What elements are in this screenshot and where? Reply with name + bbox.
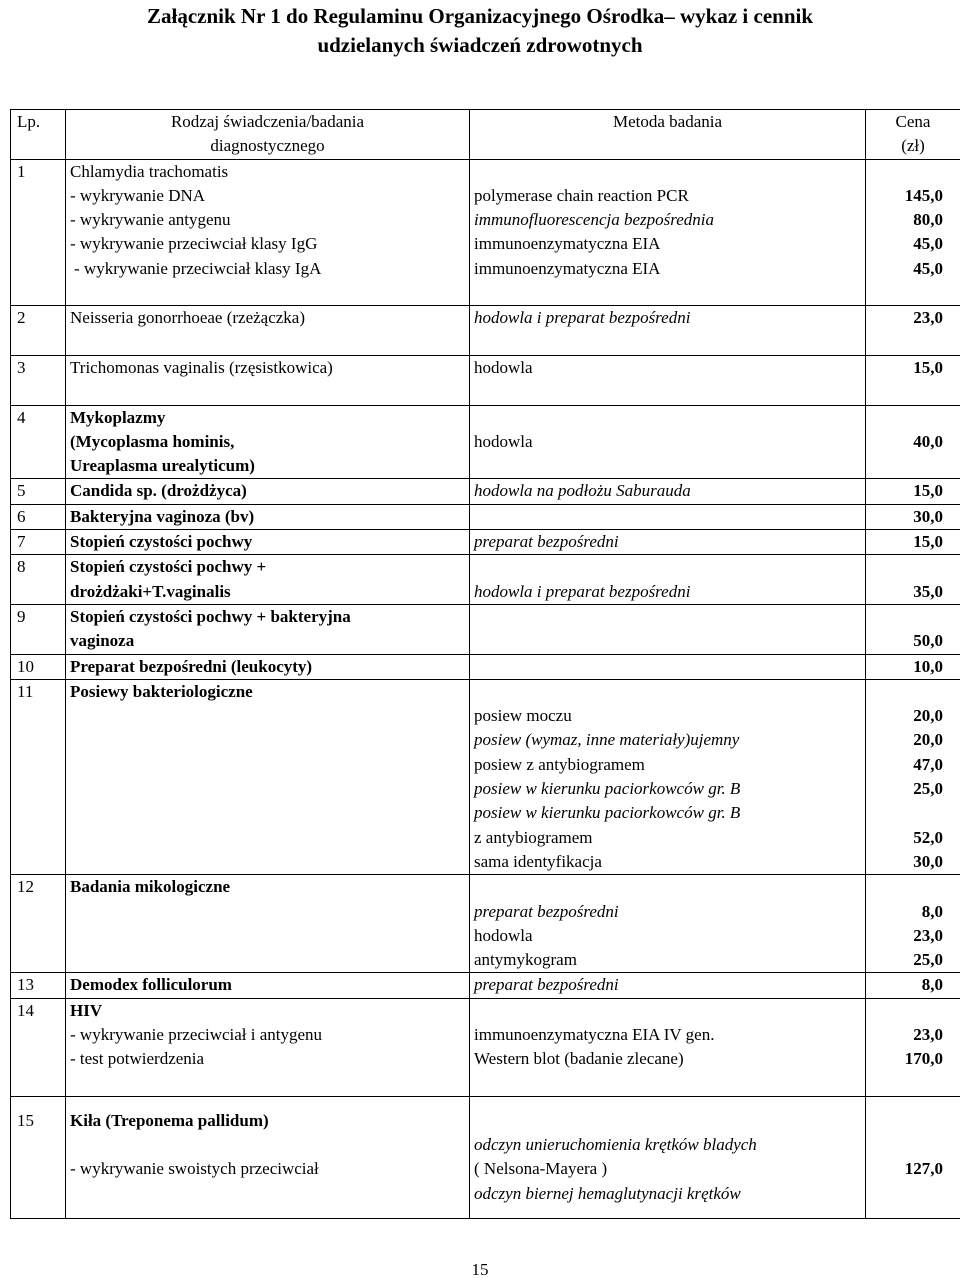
row-name-main: Stopień czystości pochwy + bakteryjna — [70, 605, 465, 629]
table-row — [11, 654, 960, 679]
table-row — [11, 306, 960, 356]
row-price — [866, 604, 960, 654]
price-item: 127,0 — [870, 1157, 943, 1181]
price-item: 80,0 — [870, 208, 943, 232]
row-lp: 3 — [11, 355, 66, 405]
row-lp: 13 — [11, 973, 66, 998]
method-item: preparat bezpośredni — [474, 900, 861, 924]
price-item: 47,0 — [870, 753, 943, 777]
row-name: Stopień czystości pochwy — [66, 530, 470, 555]
row-method — [470, 555, 866, 605]
row-name-main: Mykoplazmy — [70, 406, 465, 430]
header-type — [66, 110, 470, 160]
price-item: 30,0 — [870, 850, 943, 874]
row-name: Preparat bezpośredni (leukocyty) — [66, 654, 470, 679]
header-method: Metoda badania — [470, 110, 866, 160]
row-name — [66, 875, 470, 973]
row-name-line: vaginoza — [70, 629, 465, 653]
price-item: 52,0 — [870, 826, 943, 850]
row-price: 23,0 — [866, 306, 960, 356]
row-price — [866, 159, 960, 306]
row-name-main: Neisseria gonorrhoeae (rzeżączka) — [70, 306, 465, 330]
method-item: hodowla — [474, 924, 861, 948]
price-list-table — [10, 109, 960, 1219]
row-name: Candida sp. (drożdżyca) — [66, 479, 470, 504]
row-name-main: Chlamydia trachomatis — [70, 160, 465, 184]
row-price — [866, 405, 960, 479]
row-name — [66, 306, 470, 356]
method-item: immunoenzymatyczna EIA IV gen. — [474, 1023, 861, 1047]
table-row — [11, 973, 960, 998]
row-price: 30,0 — [866, 504, 960, 529]
row-price — [866, 875, 960, 973]
header-price-line-1: Cena — [870, 110, 956, 134]
row-sub-item: - wykrywanie przeciwciał i antygenu — [70, 1023, 465, 1047]
row-lp: 8 — [11, 555, 66, 605]
price-item: 145,0 — [870, 184, 943, 208]
price-item: 35,0 — [870, 580, 943, 604]
row-lp: 11 — [11, 679, 66, 874]
table-row — [11, 159, 960, 306]
method-item: odczyn biernej hemaglutynacji krętków — [474, 1182, 861, 1206]
method-item: hodowla — [474, 430, 861, 454]
row-price — [866, 555, 960, 605]
title-line-1: Załącznik Nr 1 do Regulaminu Organizacyjnego Ośrodka– wykaz i cennik — [0, 2, 960, 31]
row-method — [470, 875, 866, 973]
row-method: hodowla na podłożu Saburauda — [470, 479, 866, 504]
row-name — [66, 405, 470, 479]
row-lp: 12 — [11, 875, 66, 973]
row-method — [470, 1096, 866, 1218]
table-row — [11, 875, 960, 973]
row-lp: 5 — [11, 479, 66, 504]
row-price: 8,0 — [866, 973, 960, 998]
row-lp: 4 — [11, 405, 66, 479]
method-item: immunoenzymatyczna EIA — [474, 257, 861, 281]
method-item: sama identyfikacja — [474, 850, 861, 874]
price-item: 23,0 — [870, 924, 943, 948]
row-lp: 14 — [11, 998, 66, 1096]
price-item: 170,0 — [870, 1047, 943, 1071]
method-item: z antybiogramem — [474, 826, 861, 850]
method-item: immunoenzymatyczna EIA — [474, 232, 861, 256]
method-item: odczyn unieruchomienia krętków bladych — [474, 1133, 861, 1157]
table-row — [11, 479, 960, 504]
row-sub-item: - wykrywanie antygenu — [70, 208, 465, 232]
row-method — [470, 504, 866, 529]
document-title — [0, 2, 960, 60]
method-item: antymykogram — [474, 948, 861, 972]
header-price — [866, 110, 960, 160]
row-method: hodowla i preparat bezpośredni — [470, 306, 866, 356]
page-number: 15 — [0, 1260, 960, 1280]
row-name-main: Trichomonas vaginalis (rzęsistkowica) — [70, 356, 465, 380]
row-method: hodowla — [470, 355, 866, 405]
row-method — [470, 679, 866, 874]
row-sub-item: - wykrywanie swoistych przeciwciał — [70, 1157, 465, 1181]
price-item: 50,0 — [870, 629, 943, 653]
price-item: 20,0 — [870, 728, 943, 752]
row-sub-item: - wykrywanie przeciwciał klasy IgG — [70, 232, 465, 256]
row-name-main: Stopień czystości pochwy + — [70, 555, 465, 579]
row-name — [66, 604, 470, 654]
row-price: 10,0 — [866, 654, 960, 679]
row-lp: 9 — [11, 604, 66, 654]
method-item: posiew w kierunku paciorkowców gr. B — [474, 801, 861, 825]
row-price — [866, 679, 960, 874]
method-item: posiew z antybiogramem — [474, 753, 861, 777]
row-method — [470, 654, 866, 679]
header-lp: Lp. — [11, 110, 66, 160]
table-row — [11, 555, 960, 605]
row-name: Demodex folliculorum — [66, 973, 470, 998]
row-name-main: Posiewy bakteriologiczne — [70, 680, 465, 704]
row-method — [470, 159, 866, 306]
price-item: 40,0 — [870, 430, 943, 454]
price-item: 20,0 — [870, 704, 943, 728]
row-name-main: Badania mikologiczne — [70, 875, 465, 899]
row-lp: 2 — [11, 306, 66, 356]
header-type-line-1: Rodzaj świadczenia/badania — [70, 110, 465, 134]
table-row — [11, 679, 960, 874]
row-name — [66, 355, 470, 405]
price-item: 25,0 — [870, 948, 943, 972]
row-lp: 10 — [11, 654, 66, 679]
row-method: preparat bezpośredni — [470, 530, 866, 555]
row-name-main: Kiła (Treponema pallidum) — [70, 1109, 465, 1133]
row-name — [66, 998, 470, 1096]
table-row — [11, 1096, 960, 1218]
table-row — [11, 998, 960, 1096]
row-price: 15,0 — [866, 530, 960, 555]
row-name — [66, 159, 470, 306]
method-item: posiew moczu — [474, 704, 861, 728]
method-item: posiew w kierunku paciorkowców gr. B — [474, 777, 861, 801]
table-header-row — [11, 110, 960, 160]
method-item: Western blot (badanie zlecane) — [474, 1047, 861, 1071]
price-item: 8,0 — [870, 900, 943, 924]
row-price: 15,0 — [866, 355, 960, 405]
row-name — [66, 555, 470, 605]
method-item: hodowla i preparat bezpośredni — [474, 580, 861, 604]
method-item: polymerase chain reaction PCR — [474, 184, 861, 208]
method-item: ( Nelsona-Mayera ) — [474, 1157, 861, 1181]
row-lp: 7 — [11, 530, 66, 555]
row-name-line: drożdżaki+T.vaginalis — [70, 580, 465, 604]
row-name-main: HIV — [70, 999, 465, 1023]
method-item: posiew (wymaz, inne materiały)ujemny — [474, 728, 861, 752]
row-sub-item: - wykrywanie DNA — [70, 184, 465, 208]
table-row — [11, 405, 960, 479]
row-lp: 1 — [11, 159, 66, 306]
row-method — [470, 604, 866, 654]
row-price: 15,0 — [866, 479, 960, 504]
header-price-line-2: (zł) — [870, 134, 956, 158]
row-method — [470, 998, 866, 1096]
price-item: 45,0 — [870, 232, 943, 256]
row-lp: 15 — [11, 1096, 66, 1218]
method-item: immunofluorescencja bezpośrednia — [474, 208, 861, 232]
table-row — [11, 504, 960, 529]
title-line-2: udzielanych świadczeń zdrowotnych — [0, 31, 960, 60]
row-name-line: (Mycoplasma hominis, — [70, 430, 465, 454]
price-item: 45,0 — [870, 257, 943, 281]
row-price — [866, 1096, 960, 1218]
row-name — [66, 1096, 470, 1218]
table-row — [11, 355, 960, 405]
row-price — [866, 998, 960, 1096]
row-sub-item: - wykrywanie przeciwciał klasy IgA — [70, 257, 465, 281]
row-name: Bakteryjna vaginoza (bv) — [66, 504, 470, 529]
table-row — [11, 604, 960, 654]
table-row — [11, 530, 960, 555]
row-name — [66, 679, 470, 874]
row-name-line: Ureaplasma urealyticum) — [70, 454, 465, 478]
row-method: preparat bezpośredni — [470, 973, 866, 998]
price-item: 23,0 — [870, 1023, 943, 1047]
header-type-line-2: diagnostycznego — [70, 134, 465, 158]
row-method — [470, 405, 866, 479]
row-sub-item: - test potwierdzenia — [70, 1047, 465, 1071]
row-lp: 6 — [11, 504, 66, 529]
price-item: 25,0 — [870, 777, 943, 801]
